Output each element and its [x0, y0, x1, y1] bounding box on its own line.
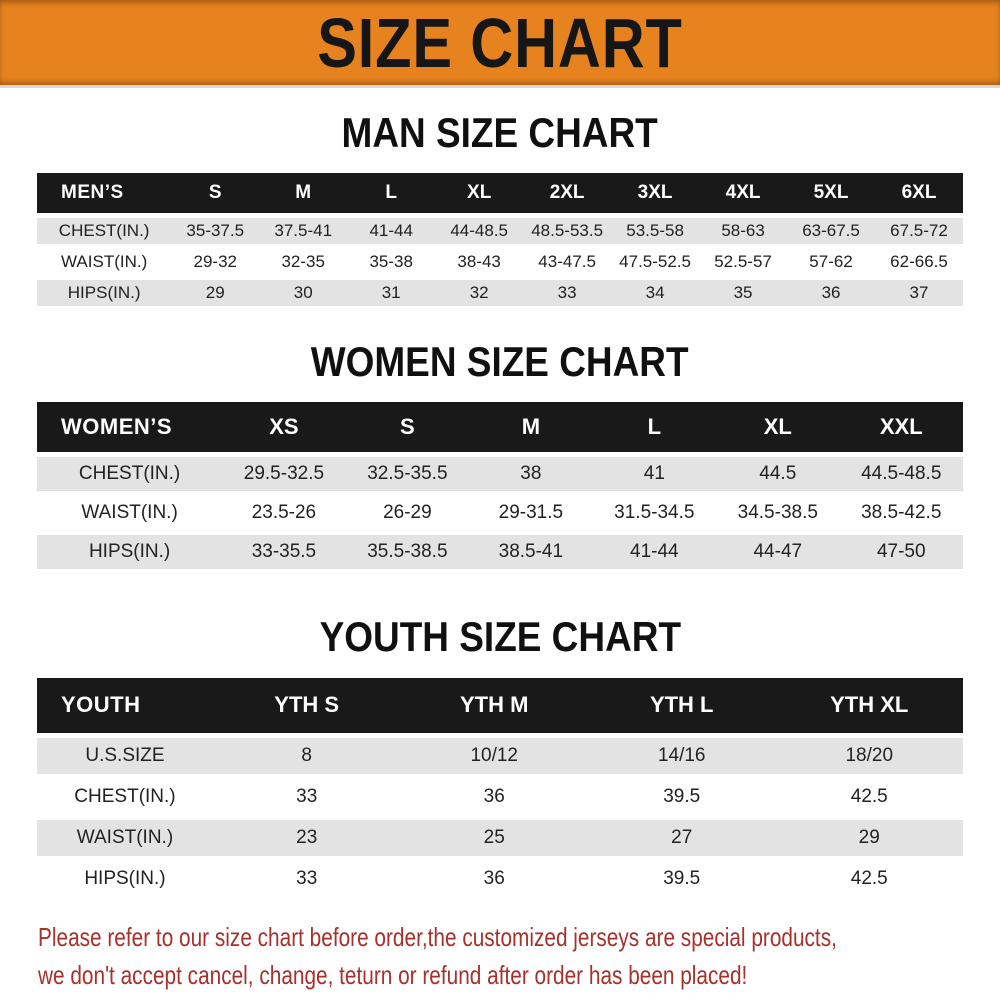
data-cell: 38-43: [457, 252, 501, 272]
column-header: YTH M: [400, 678, 588, 733]
data-cell: 25: [400, 820, 588, 856]
section-womens: [0, 339, 1000, 574]
data-cell: 42.5: [850, 867, 888, 889]
row-label: WAIST(IN.): [61, 252, 148, 272]
table-corner-label: YOUTH: [37, 678, 213, 733]
size-chart-banner: [0, 0, 1000, 88]
data-cell: 37.5-41: [259, 218, 347, 244]
section-title-mens: [0, 110, 1000, 156]
data-cell: 23.5-26: [251, 502, 317, 524]
table-row: [37, 218, 963, 244]
data-cell: 42.5: [850, 785, 888, 807]
data-cell: 44.5: [716, 457, 839, 491]
data-cell: 33: [523, 280, 611, 306]
data-cell: 41-44: [347, 218, 435, 244]
column-header: XXL: [840, 402, 963, 452]
column-header: XS: [222, 402, 345, 452]
section-title-youth: [0, 614, 1000, 660]
data-cell: 29-32: [193, 252, 237, 272]
data-cell: 34.5-38.5: [737, 502, 818, 524]
data-cell: 37: [875, 280, 963, 306]
data-cell: 36: [483, 785, 505, 807]
table-header-row: [37, 678, 963, 733]
data-cell: 39.5: [663, 867, 701, 889]
row-label: HIPS(IN.): [37, 280, 171, 306]
data-cell: 44-47: [716, 535, 839, 569]
table-row: [37, 496, 963, 530]
data-cell: 38.5-42.5: [861, 502, 942, 524]
data-cell: 31.5-34.5: [614, 502, 695, 524]
data-cell: 33: [296, 867, 318, 889]
data-cell: 36: [483, 867, 505, 889]
disclaimer: [38, 918, 1000, 994]
disclaimer-line-2: we don't accept cancel, change, teturn or refund after order has been placed!: [38, 959, 748, 990]
table-row: [37, 457, 963, 491]
data-cell: 48.5-53.5: [523, 218, 611, 244]
youth-size-table: [37, 673, 963, 902]
section-title-womens: [0, 339, 1000, 385]
data-cell: 33-35.5: [222, 535, 345, 569]
data-cell: 58-63: [699, 218, 787, 244]
data-cell: 35-38: [369, 252, 413, 272]
section-title-text: YOUTH SIZE CHART: [319, 613, 681, 661]
data-cell: 32-35: [281, 252, 325, 272]
section-mens: [0, 110, 1000, 311]
table-corner-label: MEN’S: [37, 173, 171, 213]
data-cell: 62-66.5: [890, 252, 948, 272]
data-cell: 29.5-32.5: [222, 457, 345, 491]
data-cell: 35.5-38.5: [346, 535, 469, 569]
banner-title: SIZE CHART: [317, 3, 683, 82]
column-header: S: [171, 173, 259, 213]
table-header-row: [37, 402, 963, 452]
column-header: YTH XL: [775, 678, 963, 733]
data-cell: 32: [435, 280, 523, 306]
data-cell: 47.5-52.5: [619, 252, 692, 272]
sections: [0, 110, 1000, 902]
data-cell: 47-50: [840, 535, 963, 569]
column-header: 3XL: [611, 173, 699, 213]
data-cell: 35-37.5: [171, 218, 259, 244]
row-label: HIPS(IN.): [84, 867, 166, 889]
data-cell: 8: [213, 738, 401, 774]
column-header: 4XL: [699, 173, 787, 213]
data-cell: 35: [699, 280, 787, 306]
data-cell: 33: [296, 785, 318, 807]
column-header: 5XL: [787, 173, 875, 213]
row-label: WAIST(IN.): [81, 502, 178, 524]
column-header: 6XL: [875, 173, 963, 213]
row-label: WAIST(IN.): [37, 820, 213, 856]
data-cell: 44.5-48.5: [840, 457, 963, 491]
data-cell: 41: [593, 457, 716, 491]
data-cell: 57-62: [809, 252, 853, 272]
table-row: [37, 535, 963, 569]
column-header: 2XL: [523, 173, 611, 213]
column-header: L: [347, 173, 435, 213]
table-row: [37, 861, 963, 897]
column-header: M: [259, 173, 347, 213]
data-cell: 23: [213, 820, 401, 856]
table-header-row: [37, 173, 963, 213]
table-row: [37, 280, 963, 306]
column-header: YTH S: [213, 678, 401, 733]
data-cell: 67.5-72: [875, 218, 963, 244]
data-cell: 10/12: [400, 738, 588, 774]
table-row: [37, 820, 963, 856]
data-cell: 29: [775, 820, 963, 856]
data-cell: 38.5-41: [469, 535, 592, 569]
mens-size-table: [37, 168, 963, 311]
data-cell: 39.5: [663, 785, 701, 807]
data-cell: 38: [469, 457, 592, 491]
section-title-text: MAN SIZE CHART: [341, 109, 659, 156]
column-header: XL: [435, 173, 523, 213]
womens-size-table: [37, 397, 963, 574]
section-youth: [0, 614, 1000, 901]
data-cell: 43-47.5: [538, 252, 596, 272]
disclaimer-line-1: Please refer to our size chart before order,the customized jerseys are special products,: [38, 921, 837, 952]
row-label: CHEST(IN.): [37, 457, 222, 491]
table-row: [37, 249, 963, 275]
row-label: CHEST(IN.): [37, 218, 171, 244]
data-cell: 44-48.5: [435, 218, 523, 244]
data-cell: 41-44: [593, 535, 716, 569]
table-row: [37, 738, 963, 774]
column-header: L: [593, 402, 716, 452]
data-cell: 32.5-35.5: [346, 457, 469, 491]
table-row: [37, 779, 963, 815]
column-header: YTH L: [588, 678, 776, 733]
data-cell: 34: [611, 280, 699, 306]
data-cell: 14/16: [588, 738, 776, 774]
data-cell: 52.5-57: [714, 252, 772, 272]
data-cell: 27: [588, 820, 776, 856]
column-header: XL: [716, 402, 839, 452]
table-corner-label: WOMEN’S: [37, 402, 222, 452]
data-cell: 30: [259, 280, 347, 306]
row-label: U.S.SIZE: [37, 738, 213, 774]
section-title-text: WOMEN SIZE CHART: [311, 338, 689, 386]
data-cell: 31: [347, 280, 435, 306]
column-header: M: [469, 402, 592, 452]
data-cell: 29: [171, 280, 259, 306]
data-cell: 53.5-58: [611, 218, 699, 244]
row-label: HIPS(IN.): [37, 535, 222, 569]
data-cell: 18/20: [775, 738, 963, 774]
data-cell: 26-29: [383, 502, 432, 524]
data-cell: 63-67.5: [787, 218, 875, 244]
row-label: CHEST(IN.): [74, 785, 176, 807]
data-cell: 29-31.5: [498, 502, 564, 524]
column-header: S: [346, 402, 469, 452]
data-cell: 36: [787, 280, 875, 306]
